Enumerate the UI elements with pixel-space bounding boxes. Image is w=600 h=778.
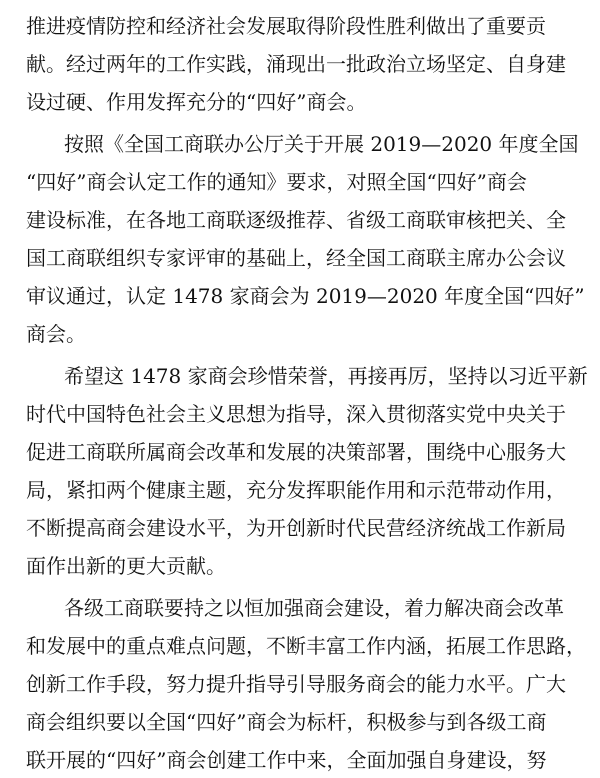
text-line-10: 希望这 1478 家商会珍惜荣誉，再接再厉，坚持以习近平新: [64, 364, 588, 388]
text-line-16: 各级工商联要持之以恒加强商会建设，着力解决商会改革: [64, 596, 564, 620]
text-line-7: 国工商联组织专家评审的基础上，经全国工商联主席办公会议: [26, 246, 566, 270]
text-line-17: 和发展中的重点难点问题，不断丰富工作内涵，拓展工作思路，: [26, 634, 586, 658]
text-line-14: 不断提高商会建设水平，为开创新时代民营经济统战工作新局: [26, 516, 566, 540]
text-line-12: 促进工商联所属商会改革和发展的决策部署，围绕中心服务大: [26, 440, 566, 464]
text-line-15: 面作出新的更大贡献。: [26, 554, 226, 578]
text-line-5: “四好”商会认定工作的通知》要求，对照全国“四好”商会: [26, 170, 527, 194]
text-line-9: 商会。: [26, 322, 86, 346]
text-line-18: 创新工作手段，努力提升指导引导服务商会的能力水平。广大: [26, 672, 566, 696]
text-line-11: 时代中国特色社会主义思想为指导，深入贯彻落实党中央关于: [26, 402, 566, 426]
text-line-20: 联开展的“四好”商会创建工作中来，全面加强自身建设，努: [26, 748, 547, 772]
text-line-6: 建设标准，在各地工商联逐级推荐、省级工商联审核把关、全: [26, 208, 566, 232]
text-line-1: 推进疫情防控和经济社会发展取得阶段性胜利做出了重要贡: [26, 14, 546, 38]
text-line-13: 局，紧扣两个健康主题，充分发挥职能作用和示范带动作用，: [26, 478, 566, 502]
text-line-3: 设过硬、作用发挥充分的“四好”商会。: [26, 90, 367, 114]
text-line-19: 商会组织要以全国“四好”商会为标杆，积极参与到各级工商: [26, 710, 547, 734]
text-line-2: 献。经过两年的工作实践，涌现出一批政治立场坚定、自身建: [26, 52, 566, 76]
text-line-4: 按照《全国工商联办公厅关于开展 2019—2020 年度全国: [64, 132, 579, 156]
text-line-8: 审议通过，认定 1478 家商会为 2019—2020 年度全国“四好”: [26, 284, 585, 308]
